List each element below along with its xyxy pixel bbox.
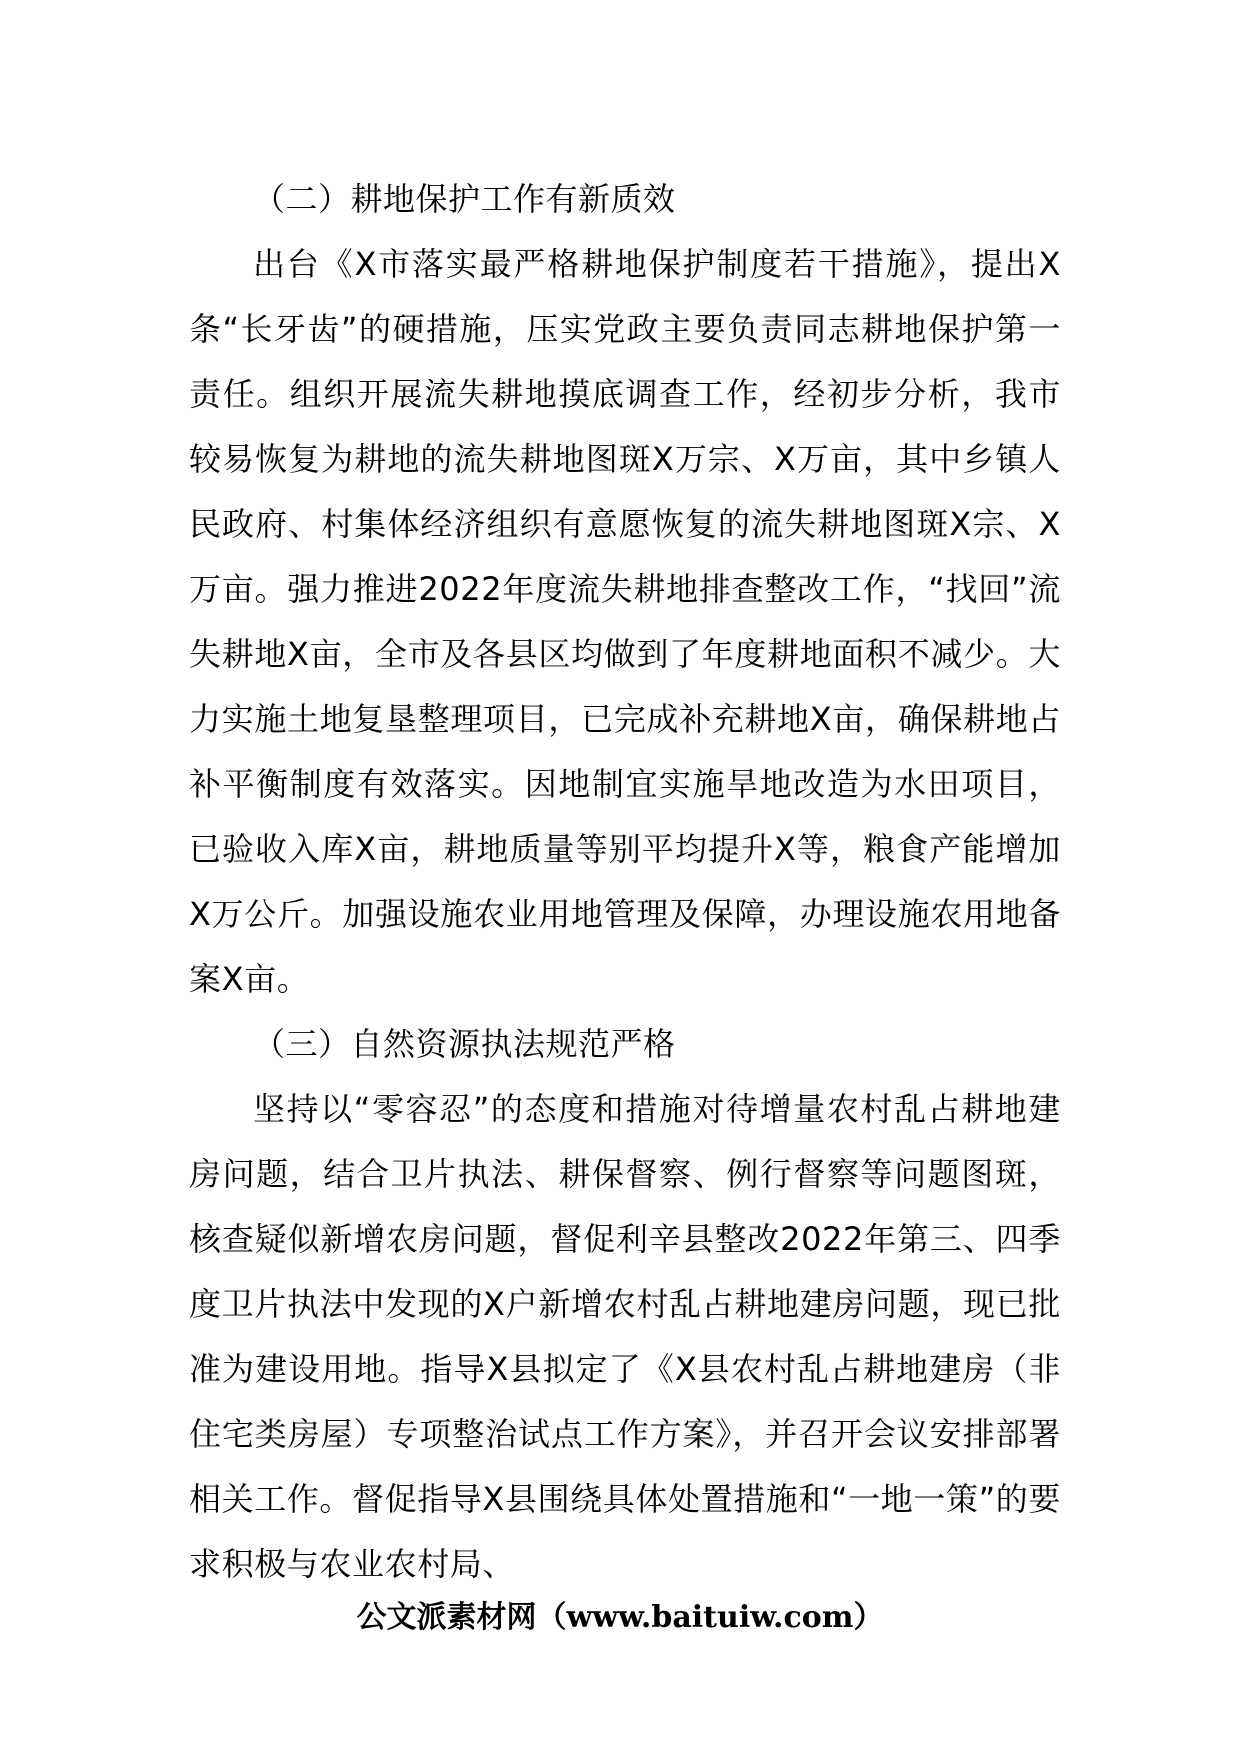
section-paragraph-3: 坚持以“零容忍”的态度和措施对待增量农村乱占耕地建房问题，结合卫片执法、耕保督察、例行督察等问题图斑，核查疑似新增农房问题，督促利辛县整改2022年第三、四季度卫片执法中发现的X户新增农村乱占耕地建房问题，现已批准为建设用地。指导X县拟定了《X县农村乱占耕地建房（非住宅类房屋）专项整治试点工作方案》，并召开会议安排部署相关工作。督促指导X县围绕具体处置措施和“一地一策”的要求积极与农业农村局、 — [189, 1090, 1061, 1583]
section-paragraph-2: 出台《X市落实最严格耕地保护制度若干措施》，提出X条“长牙齿”的硬措施，压实党政主要负责同志耕地保护第一责任。组织开展流失耕地摸底调查工作，经初步分析，我市较易恢复为耕地的流失耕地图斑X万宗、X万亩，其中乡镇人民政府、村集体经济组织有意愿恢复的流失耕地图斑X宗、X万亩。强力推进2022年度流失耕地排查整改工作，“找回”流失耕地X亩，全市及各县区均做到了年度耕地面积不减少。大力实施土地复垦整理项目，已完成补充耕地X亩，确保耕地占补平衡制度有效落实。因地制宜实施旱地改造为水田项目，已验收入库X亩，耕地质量等别平均提升X等，粮食产能增加X万公斤。加强设施农业用地管理及保障，办理设施农用地备案X亩。 — [189, 245, 1061, 998]
footer-watermark: 公文派素材网（www.baituiw.com） — [356, 1600, 884, 1635]
document-body — [189, 167, 1061, 1597]
section-heading-3: （三）自然资源执法规范严格 — [253, 1025, 676, 1063]
section-heading-2: （二）耕地保护工作有新质效 — [253, 180, 676, 218]
